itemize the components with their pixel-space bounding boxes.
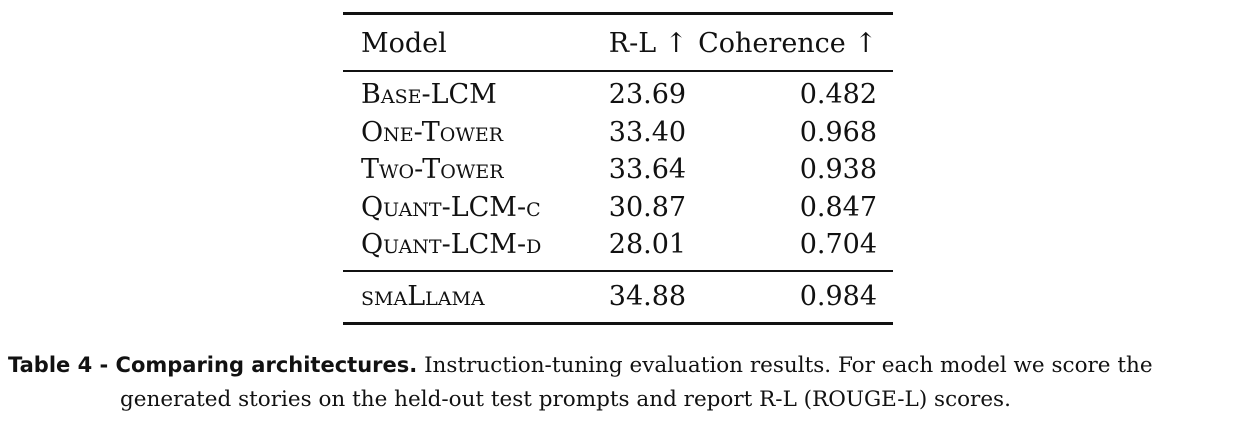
cell-coherence: 0.938 bbox=[799, 154, 877, 185]
caption-separator: - bbox=[92, 353, 116, 377]
cell-coherence: 0.482 bbox=[799, 79, 877, 110]
header-rl: R-L ↑ bbox=[608, 28, 688, 59]
cell-model: smaLlama bbox=[361, 280, 485, 312]
cell-model: Base-LCM bbox=[361, 79, 497, 110]
cell-model: Quant-LCM-c bbox=[361, 191, 541, 223]
table-row bbox=[343, 71, 893, 114]
cell-model: Quant-LCM-d bbox=[361, 229, 542, 260]
cell-rl: 28.01 bbox=[608, 229, 687, 260]
cell-rl: 34.88 bbox=[608, 280, 687, 312]
table-row bbox=[343, 151, 893, 189]
table-caption bbox=[8, 348, 1240, 417]
cell-coherence: 0.704 bbox=[799, 229, 877, 260]
cell-rl: 33.40 bbox=[608, 116, 687, 148]
cell-rl: 33.64 bbox=[608, 154, 687, 185]
table-header-row bbox=[343, 14, 893, 72]
cell-rl: 23.69 bbox=[608, 79, 687, 110]
results-table bbox=[343, 12, 893, 325]
caption-title: Comparing architectures. bbox=[115, 353, 418, 377]
cell-model: Two-Tower bbox=[361, 154, 504, 185]
cell-coherence: 0.847 bbox=[799, 191, 877, 223]
caption-text-line1: Instruction-tuning evaluation results. For each model we score the bbox=[417, 353, 1153, 378]
table-row bbox=[343, 226, 893, 271]
caption-text-line2: generated stories on the held-out test prompts and report R-L (ROUGE-L) scores. bbox=[120, 387, 1011, 412]
table-row bbox=[343, 114, 893, 152]
cell-rl: 30.87 bbox=[608, 191, 687, 223]
results-table-container bbox=[343, 12, 893, 325]
header-model: Model bbox=[361, 28, 447, 59]
cell-model: One-Tower bbox=[361, 116, 504, 148]
cell-coherence: 0.984 bbox=[799, 280, 877, 312]
caption-label: Table 4 bbox=[8, 353, 93, 377]
table-row bbox=[343, 189, 893, 227]
header-coherence: Coherence ↑ bbox=[698, 28, 877, 59]
cell-coherence: 0.968 bbox=[799, 116, 877, 148]
table-row-final bbox=[343, 271, 893, 324]
